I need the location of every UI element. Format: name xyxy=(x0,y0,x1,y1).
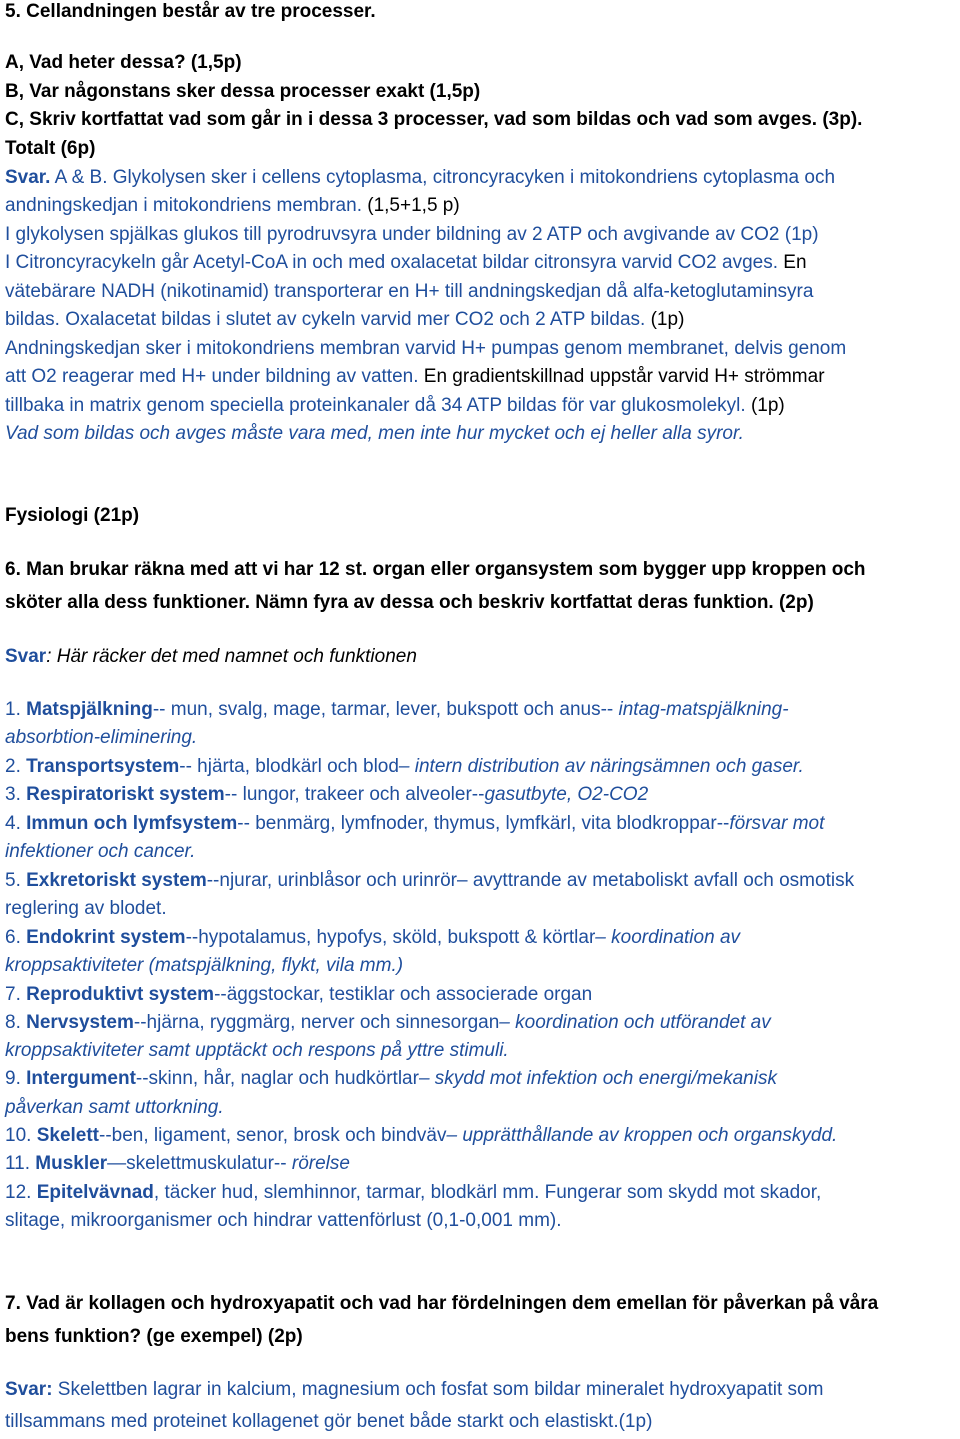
q5-answer-line xyxy=(5,166,835,190)
list-item: 10. Skelett--ben, ligament, senor, brosk och bindväv– upprätthållande av kroppen och organskydd. xyxy=(5,1125,838,1146)
list-item: 9. Intergument--skinn, hår, naglar och hudkörtlar– skydd mot infektion och energi/mekanisk xyxy=(5,1068,777,1089)
list-item: 3. Respiratoriskt system-- lungor, trakeer och alveoler--gasutbyte, O2-CO2 xyxy=(5,784,649,805)
q5-total: Totalt (6p) xyxy=(5,138,96,159)
list-item: 4. Immun och lymfsystem-- benmärg, lymfnoder, thymus, lymfkärl, vita blodkroppar--försvar mot xyxy=(5,813,825,834)
q7-title: 7. Vad är kollagen och hydroxyapatit och vad har fördelningen dem emellan för påverkan på våra xyxy=(5,1293,879,1314)
q5-answer-text: A & B. Glykolysen sker i cellens cytoplasma, citroncyracyken i mitokondriens cytoplasma och xyxy=(50,167,836,188)
list-item-continuation: kroppsaktiviteter (matspjälkning, flykt, vila mm.) xyxy=(5,955,404,976)
q5-answer-line: bildas. Oxalacetat bildas i slutet av cykeln varvid mer CO2 och 2 ATP bildas. (1p) xyxy=(5,309,685,330)
list-item-continuation: reglering av blodet. xyxy=(5,898,167,919)
list-item: 6. Endokrint system--hypotalamus, hypofys, sköld, bukspott & körtlar– koordination av xyxy=(5,927,741,948)
q5-part-a: A, Vad heter dessa? (1,5p) xyxy=(5,52,242,73)
q5-answer-line: tillbaka in matrix genom speciella proteinkanaler då 34 ATP bildas för var glukosmolekyl. (1p) xyxy=(5,395,785,416)
q5-title: 5. Cellandningen består av tre processer. xyxy=(5,1,376,22)
list-item-continuation: slitage, mikroorganismer och hindrar vattenförlust (0,1-0,001 mm). xyxy=(5,1210,562,1231)
list-item-continuation: absorbtion-eliminering. xyxy=(5,727,198,748)
list-item: 2. Transportsystem-- hjärta, blodkärl och blod– intern distribution av näringsämnen och gaser. xyxy=(5,756,804,777)
q5-part-b: B, Var någonstans sker dessa processer exakt (1,5p) xyxy=(5,81,481,102)
q5-answer-line: andningskedjan i mitokondriens membran. (1,5+1,5 p) xyxy=(5,195,460,216)
q5-answer-line: att O2 reagerar med H+ under bildning av vatten. En gradientskillnad uppstår varvid H+ strömmar xyxy=(5,366,825,387)
q5-answer-line: vätebärare NADH (nikotinamid) transporterar en H+ till andningskedjan då alfa-ketoglutaminsyra xyxy=(5,281,814,302)
list-item: 12. Epitelvävnad, täcker hud, slemhinnor, tarmar, blodkärl mm. Fungerar som skydd mot skador, xyxy=(5,1182,822,1203)
list-item: 5. Exkretoriskt system--njurar, urinblåsor och urinrör– avyttrande av metaboliskt avfall och osmotisk xyxy=(5,870,855,891)
q5-answer-line: Andningskedjan sker i mitokondriens membran varvid H+ pumpas genom membranet, delvis genom xyxy=(5,338,847,359)
q5-answer-line: I glykolysen spjälkas glukos till pyrodruvsyra under bildning av 2 ATP och avgivande av CO2 (1p) xyxy=(5,224,819,245)
list-item: 7. Reproduktivt system--äggstockar, testiklar och associerade organ xyxy=(5,984,593,1005)
list-item-continuation: infektioner och cancer. xyxy=(5,841,196,862)
q7-answer-label: Svar: xyxy=(5,1379,53,1400)
list-item: 8. Nervsystem--hjärna, ryggmärg, nerver och sinnesorgan– koordination och utförandet av xyxy=(5,1012,771,1033)
q6-title: sköter alla dess funktioner. Nämn fyra av dessa och beskriv kortfattat deras funktion. (2p) xyxy=(5,592,814,613)
q7-answer-line: Svar: Skelettben lagrar in kalcium, magnesium och fosfat som bildar mineralet hydroxyapatit som xyxy=(5,1379,824,1400)
q7-answer-line: tillsammans med proteinet kollagenet gör benet både starkt och elastiskt.(1p) xyxy=(5,1411,653,1432)
list-item-continuation: kroppsaktiviteter samt upptäckt och respons på yttre stimuli. xyxy=(5,1040,509,1061)
q7-title: bens funktion? (ge exempel) (2p) xyxy=(5,1326,303,1347)
list-item: 11. Muskler—skelettmuskulatur-- rörelse xyxy=(5,1153,350,1174)
q5-answer-note: Vad som bildas och avges måste vara med, men inte hur mycket och ej heller alla syror. xyxy=(5,423,744,444)
section-title: Fysiologi (21p) xyxy=(5,505,140,526)
list-item: 1. Matspjälkning-- mun, svalg, mage, tarmar, lever, bukspott och anus-- intag-matspjälkning- xyxy=(5,699,789,720)
list-item-continuation: påverkan samt uttorkning. xyxy=(5,1097,224,1118)
q6-answer-line: Svar: Här räcker det med namnet och funktionen xyxy=(5,646,417,667)
q5-part-c: C, Skriv kortfattat vad som går in i dessa 3 processer, vad som bildas och vad som avges. (3p). xyxy=(5,109,863,130)
q5-answer-label: Svar. xyxy=(5,167,51,188)
q6-title: 6. Man brukar räkna med att vi har 12 st. organ eller organsystem som bygger upp kroppen och xyxy=(5,559,866,580)
q6-answer-label: Svar xyxy=(5,646,47,667)
q5-answer-line: I Citroncyracykeln går Acetyl-CoA in och med oxalacetat bildar citronsyra varvid CO2 avges. En xyxy=(5,252,807,273)
